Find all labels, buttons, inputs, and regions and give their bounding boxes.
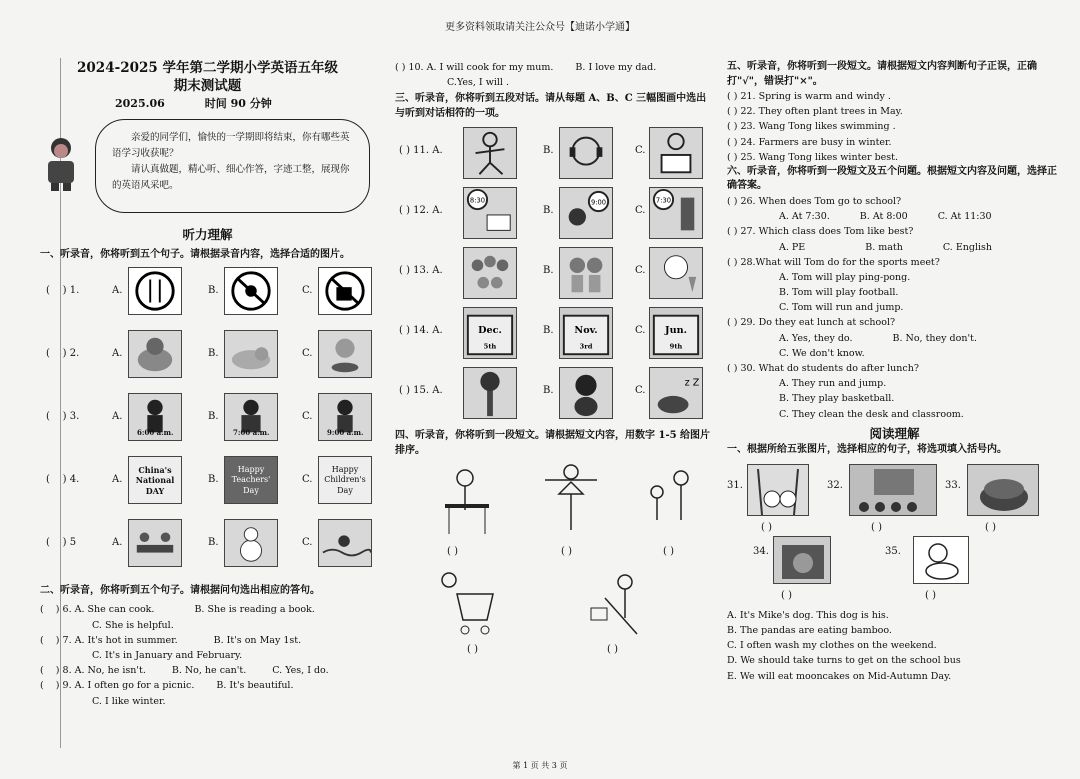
calendar-month: Jun. bbox=[665, 325, 687, 337]
exam-title-line2: 期末测试题 bbox=[173, 77, 242, 94]
panda-bamboo-icon bbox=[748, 465, 809, 516]
calendar-icon bbox=[560, 308, 612, 358]
question-number: ( ) 14. A. bbox=[399, 325, 443, 337]
option-b: B. She is reading a book. bbox=[194, 604, 315, 616]
intro-block bbox=[40, 117, 375, 217]
clock-reading-icon bbox=[464, 188, 516, 238]
no-littering-sign-icon bbox=[319, 268, 371, 314]
two-girls-icon bbox=[560, 248, 612, 298]
order-blank[interactable]: ( ) bbox=[447, 546, 458, 558]
picture-number: 34. bbox=[753, 545, 769, 557]
dog-icon bbox=[914, 537, 969, 584]
question-30-option-a: A. They run and jump. bbox=[779, 378, 887, 390]
order-blank[interactable]: ( ) bbox=[663, 546, 674, 558]
sleep-z-text: z Z bbox=[684, 377, 700, 389]
clock-time: 9:00 bbox=[590, 198, 607, 207]
question-30-option-b: B. They play basketball. bbox=[779, 393, 895, 405]
option-picture[interactable] bbox=[559, 247, 613, 299]
cat-eating-icon bbox=[319, 331, 371, 377]
option-b: B. No, they don't. bbox=[892, 332, 977, 344]
children-group-icon bbox=[464, 248, 516, 298]
question-27: ( ) 27. Which class does Tom like best? bbox=[727, 226, 914, 238]
question-number: ( ) 15. A. bbox=[399, 385, 443, 397]
option-picture[interactable] bbox=[224, 519, 278, 567]
question-number: 1. bbox=[69, 284, 80, 296]
option-picture[interactable] bbox=[649, 187, 703, 239]
answer-blank[interactable]: ( ) 2. bbox=[46, 347, 80, 359]
option-b-label: B. bbox=[543, 325, 554, 337]
question-8: ( ) 8. A. No, he isn't. B. No, he can't. C. Yes, I do. bbox=[40, 665, 329, 677]
picture-number: 35. bbox=[885, 545, 901, 557]
question-30: ( ) 30. What do students do after lunch? bbox=[727, 363, 919, 374]
question-row bbox=[40, 389, 375, 452]
question-28-option-a: A. Tom will play ping-pong. bbox=[779, 271, 911, 283]
question-10 bbox=[395, 60, 715, 75]
speech-bubble bbox=[95, 119, 370, 213]
answer-blank[interactable]: ( ) 3. bbox=[46, 410, 80, 422]
option-a: A. I often go for a picnic. bbox=[74, 680, 195, 692]
option-picture[interactable] bbox=[463, 247, 517, 299]
option-c-label: C. bbox=[302, 410, 313, 422]
answer-blank[interactable]: ( ) bbox=[761, 521, 772, 533]
listening-music-icon bbox=[560, 128, 612, 178]
calendar-day: 3rd bbox=[579, 342, 593, 351]
option-picture[interactable] bbox=[773, 536, 831, 584]
option-picture[interactable] bbox=[224, 330, 278, 378]
question-28: ( ) 28.What will Tom do for the sports meet? bbox=[727, 256, 940, 268]
listening-title: 听力理解 bbox=[182, 226, 233, 242]
clock-time: 7:30 bbox=[655, 196, 672, 205]
option-picture[interactable] bbox=[318, 456, 372, 504]
option-picture[interactable] bbox=[849, 464, 937, 516]
option-b-label: B. bbox=[208, 410, 219, 422]
girl-sweeping-sketch-icon bbox=[585, 568, 647, 644]
option-picture[interactable] bbox=[224, 456, 278, 504]
question-28-option-b: B. Tom will play football. bbox=[779, 287, 899, 299]
answer-blank[interactable]: ( ) 1. bbox=[46, 284, 80, 296]
exercise-icon bbox=[464, 128, 516, 178]
part1-heading: 一、听录音，你将听到五个句子。请根据录音内容，选择合适的图片。 bbox=[40, 249, 350, 261]
calendar-icon bbox=[464, 308, 516, 358]
option-b-label: B. bbox=[208, 473, 219, 485]
question-24: ( ) 24. Farmers are busy in winter. bbox=[727, 136, 892, 148]
question-row bbox=[40, 263, 375, 326]
option-c-label: C. bbox=[635, 385, 646, 397]
option-picture[interactable] bbox=[463, 307, 517, 359]
question-26-options bbox=[727, 209, 1062, 224]
picture-number: 33. bbox=[945, 479, 961, 491]
option-picture[interactable] bbox=[649, 367, 703, 419]
question-28-option-c: C. Tom will run and jump. bbox=[779, 302, 904, 314]
answer-blank[interactable]: ( ) bbox=[985, 521, 996, 533]
national-day-text: China's National DAY bbox=[135, 464, 175, 496]
order-blank[interactable]: ( ) bbox=[467, 644, 478, 656]
reading-option-b: B. The pandas are eating bamboo. bbox=[727, 625, 892, 637]
option-picture[interactable] bbox=[559, 367, 613, 419]
question-9: ( ) 9. A. I often go for a picnic. B. It's beautiful. bbox=[40, 680, 294, 692]
option-c: C. Yes, I do. bbox=[272, 665, 329, 677]
question-10-c: C.Yes, I will . bbox=[447, 77, 509, 89]
question-23: ( ) 23. Wang Tong likes swimming . bbox=[727, 121, 896, 133]
option-a-label: A. bbox=[112, 410, 123, 422]
family-walk-sketch-icon bbox=[641, 464, 703, 540]
ballet-dancer-sketch-icon bbox=[541, 460, 603, 536]
option-picture[interactable] bbox=[318, 330, 372, 378]
option-picture[interactable] bbox=[559, 187, 613, 239]
reading-option-c: C. I often wash my clothes on the weekend. bbox=[727, 640, 937, 652]
option-c-label: C. bbox=[302, 347, 313, 359]
option-picture[interactable] bbox=[559, 307, 613, 359]
option-b-label: B. bbox=[208, 536, 219, 548]
option-b-label: B. bbox=[208, 284, 219, 296]
part6-heading: 六、听录音，你将听到一段短文及五个问题。根据短文内容及问题，选择正确答案。 bbox=[727, 165, 1057, 192]
question-6: ( ) 6. A. She can cook. B. She is reading a book. bbox=[40, 604, 315, 616]
question-number: 3. bbox=[69, 410, 80, 422]
option-c: C. English bbox=[942, 241, 993, 253]
option-picture[interactable] bbox=[463, 127, 517, 179]
reading-part1-heading: 一、根据所给五张图片，选择相应的句子，将选项填入括号内。 bbox=[727, 444, 1007, 456]
option-a: A. She can cook. bbox=[74, 604, 155, 616]
school-bus-queue-icon bbox=[850, 465, 937, 516]
question-27-options bbox=[727, 240, 1062, 255]
question-26: ( ) 26. When does Tom go to school? bbox=[727, 195, 902, 207]
question-number: ( ) 12. A. bbox=[399, 205, 443, 217]
sleeping-cat-icon bbox=[225, 331, 277, 377]
option-c-label: C. bbox=[302, 473, 313, 485]
exam-title-line1: 2024-2025 学年第二学期小学英语五年级 bbox=[77, 60, 338, 76]
option-picture[interactable] bbox=[224, 267, 278, 315]
monkey-eating-icon bbox=[560, 368, 612, 418]
column-1 bbox=[40, 60, 375, 709]
option-a-label: A. bbox=[112, 473, 123, 485]
question-21: ( ) 21. Spring is warm and windy . bbox=[727, 91, 891, 102]
question-row bbox=[395, 245, 715, 305]
question-7-c: C. It's in January and February. bbox=[92, 650, 243, 662]
answer-blank[interactable]: ( ) 4. bbox=[46, 473, 80, 485]
monkey-tree-icon bbox=[464, 368, 516, 418]
calendar-month: Nov. bbox=[574, 325, 598, 337]
option-c-label: C. bbox=[635, 265, 646, 277]
reading-pictures bbox=[727, 458, 1062, 608]
calendar-icon bbox=[650, 308, 702, 358]
option-c-label: C. bbox=[635, 325, 646, 337]
question-30-option-c: C. They clean the desk and classroom. bbox=[779, 408, 964, 420]
answer-blank[interactable]: ( ) bbox=[925, 589, 936, 601]
option-a-label: A. bbox=[112, 347, 123, 359]
option-picture[interactable] bbox=[649, 307, 703, 359]
option-c-label: C. bbox=[302, 536, 313, 548]
question-22: ( ) 22. They often plant trees in May. bbox=[727, 106, 903, 118]
part1-rows bbox=[40, 263, 375, 578]
option-picture[interactable] bbox=[128, 519, 182, 567]
question-number: 5 bbox=[69, 536, 77, 548]
intro-para-1: 亲爱的同学们，愉快的一学期即将结束，你有哪些英语学习收获呢？ bbox=[112, 131, 350, 159]
time-caption: 9:00 a.m. bbox=[327, 428, 364, 438]
question-row bbox=[40, 452, 375, 515]
part2-heading: 二、听录音，你将听到五个句子。请根据问句选出相应的答句。 bbox=[40, 584, 320, 596]
part4-heading: 四、听录音，你将听到一段短文。请根据短文内容，用数字 1-5 给图片排序。 bbox=[395, 430, 711, 456]
option-a: A. Yes, they do. bbox=[779, 332, 853, 344]
cat-icon bbox=[129, 331, 181, 377]
option-c-label: C. bbox=[635, 145, 646, 157]
page-footer: 第 1 页 共 3 页 bbox=[512, 761, 568, 770]
time-caption: 7:00 a.m. bbox=[233, 428, 270, 438]
option-picture[interactable] bbox=[128, 330, 182, 378]
calendar-day: 9th bbox=[669, 342, 683, 351]
question-number: 2. bbox=[69, 347, 80, 359]
picture-number: 31. bbox=[727, 479, 743, 491]
quiet-sign-icon bbox=[225, 268, 277, 314]
reading-option-a: A. It's Mike's dog. This dog is his. bbox=[727, 609, 889, 621]
question-row bbox=[395, 185, 715, 245]
option-a: A. I will cook for my mum. bbox=[426, 62, 554, 73]
shopping-cart-sketch-icon bbox=[435, 568, 497, 644]
childrens-day-text: Happy Children's Day bbox=[324, 464, 366, 495]
reading-option-e: E. We will eat mooncakes on Mid-Autumn Day. bbox=[727, 670, 952, 682]
reading-book-icon bbox=[650, 128, 702, 178]
option-b: B. It's on May 1st. bbox=[213, 634, 302, 646]
question-row bbox=[395, 305, 715, 365]
option-a: A. No, he isn't. bbox=[74, 665, 146, 677]
reading-title: 阅读理解 bbox=[869, 425, 920, 441]
clock-leaving-icon bbox=[650, 188, 702, 238]
calendar-day: 5th bbox=[483, 342, 497, 351]
intro-para-2: 请认真做题，精心听、细心作答，字迹工整，展现你的英语风采吧。 bbox=[112, 164, 350, 192]
question-29-options bbox=[727, 331, 1062, 346]
boy-studying-sketch-icon bbox=[435, 464, 497, 540]
order-blank[interactable]: ( ) bbox=[561, 546, 572, 558]
option-b-label: B. bbox=[543, 205, 554, 217]
option-c: C. At 11:30 bbox=[937, 211, 992, 223]
option-picture[interactable] bbox=[559, 127, 613, 179]
answer-blank[interactable]: ( ) 5 bbox=[46, 536, 77, 548]
reading-option-d: D. We should take turns to get on the school bus bbox=[727, 655, 961, 667]
question-number: 4. bbox=[69, 473, 80, 485]
option-b: B. It's beautiful. bbox=[216, 680, 294, 692]
date-line bbox=[115, 97, 375, 111]
option-picture[interactable] bbox=[318, 393, 372, 441]
option-a: A. It's hot in summer. bbox=[74, 634, 178, 646]
option-c-label: C. bbox=[302, 284, 313, 296]
option-b-label: B. bbox=[543, 385, 554, 397]
option-picture[interactable] bbox=[128, 267, 182, 315]
question-row bbox=[40, 515, 375, 578]
part3-heading: 三、听录音，你将听到五段对话。请从每题 A、B、C 三幅图画中选出与听到对话相符的一项。 bbox=[395, 93, 707, 119]
question-row bbox=[395, 365, 715, 425]
option-a: A. At 7:30. bbox=[779, 211, 830, 223]
column-3 bbox=[727, 60, 1062, 684]
option-picture[interactable] bbox=[747, 464, 809, 516]
option-a: A. PE bbox=[779, 241, 806, 253]
time-caption: 6:00 a.m. bbox=[137, 428, 174, 438]
teachers-day-text: Happy Teachers' Day bbox=[231, 464, 271, 495]
order-blank[interactable]: ( ) bbox=[607, 644, 618, 656]
clock-time: 8:30 bbox=[469, 196, 486, 205]
question-number: ) 9. bbox=[55, 680, 72, 692]
exam-time: 时间 90 分钟 bbox=[204, 97, 272, 111]
option-b-label: B. bbox=[543, 145, 554, 157]
snowman-icon bbox=[225, 520, 277, 566]
washing-machine-icon bbox=[774, 537, 831, 584]
question-number: ( ) 11. A. bbox=[399, 145, 443, 157]
family-dinner-icon bbox=[129, 520, 181, 566]
option-a-label: A. bbox=[112, 536, 123, 548]
girl-icecream-icon bbox=[650, 248, 702, 298]
option-picture[interactable] bbox=[649, 127, 703, 179]
option-picture[interactable] bbox=[649, 247, 703, 299]
answer-blank[interactable]: ( ) bbox=[871, 521, 882, 533]
option-picture[interactable] bbox=[224, 393, 278, 441]
question-25: ( ) 25. Wang Tong likes winter best. bbox=[727, 151, 898, 163]
option-b-label: B. bbox=[543, 265, 554, 277]
option-picture[interactable] bbox=[128, 456, 182, 504]
option-picture[interactable] bbox=[967, 464, 1039, 516]
calendar-month: Dec. bbox=[478, 325, 502, 337]
question-number: ( ) 10. bbox=[395, 62, 424, 73]
option-picture[interactable] bbox=[128, 393, 182, 441]
option-b: B. At 8:00 bbox=[859, 211, 908, 223]
clock-sleeping-icon bbox=[560, 188, 612, 238]
option-picture[interactable] bbox=[913, 536, 969, 584]
picture-number: 32. bbox=[827, 479, 843, 491]
option-picture[interactable] bbox=[463, 367, 517, 419]
option-picture[interactable] bbox=[318, 267, 372, 315]
part3-rows bbox=[395, 125, 715, 425]
option-b: B. I love my dad. bbox=[575, 62, 657, 73]
question-29-option-c: C. We don't know. bbox=[779, 347, 865, 359]
answer-blank[interactable]: ( ) bbox=[781, 589, 792, 601]
column-2 bbox=[395, 60, 715, 668]
question-6-c: C. She is helpful. bbox=[92, 619, 174, 631]
option-b-label: B. bbox=[208, 347, 219, 359]
option-c-label: C. bbox=[635, 205, 646, 217]
option-b: B. No, he can't. bbox=[171, 665, 247, 677]
monkey-sleeping-icon bbox=[650, 368, 702, 418]
question-29: ( ) 29. Do they eat lunch at school? bbox=[727, 317, 896, 329]
student-cartoon-icon bbox=[40, 135, 82, 191]
mooncake-icon bbox=[968, 465, 1039, 516]
part5-heading: 五、听录音，你将听到一段短文。请根据短文内容判断句子正误，正确 打"√"，错误打"×"。 bbox=[727, 61, 1037, 87]
header-note: 更多资料领取请关注公众号【迪诺小学通】 bbox=[445, 22, 635, 33]
question-number: ( ) 13. A. bbox=[399, 265, 443, 277]
swimming-icon bbox=[319, 520, 371, 566]
question-number: ) 7. bbox=[55, 634, 72, 646]
question-7: ( ) 7. A. It's hot in summer. B. It's on May 1st. bbox=[40, 634, 302, 646]
question-row bbox=[40, 326, 375, 389]
option-picture[interactable] bbox=[463, 187, 517, 239]
question-number: ) 6. bbox=[55, 604, 72, 616]
part4-pictures bbox=[395, 458, 715, 668]
question-number: ) 8. bbox=[55, 665, 72, 677]
no-eating-sign-icon bbox=[129, 268, 181, 314]
question-row bbox=[395, 125, 715, 185]
exam-date: 2025.06 bbox=[115, 97, 165, 111]
question-9-c: C. I like winter. bbox=[92, 695, 166, 707]
option-picture[interactable] bbox=[318, 519, 372, 567]
option-a-label: A. bbox=[112, 284, 123, 296]
option-b: B. math bbox=[865, 241, 903, 253]
